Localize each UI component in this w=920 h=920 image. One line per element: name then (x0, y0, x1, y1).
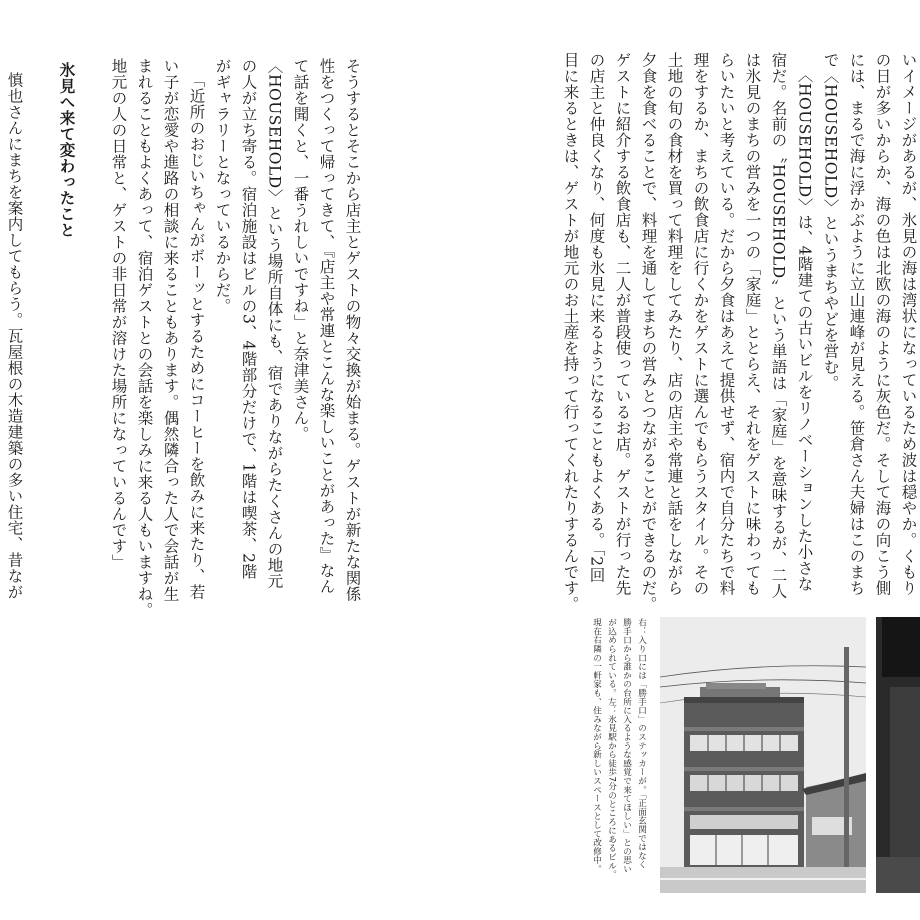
body-text-line: 夕食を食べることで、料理を通してまちの営みとつながることができるのだ。 (639, 52, 658, 612)
body-text-line: は氷見のまちの営みを一つの「家庭」ととらえ、それをゲストに味わっても (743, 52, 762, 596)
body-text-line: 〈HOUSEHOLD〉という場所自体にも、宿でありながらたくさんの地元 (265, 58, 284, 589)
body-text-line: い子が恋愛や進路の相談に来ることもあります。偶然隣合った人で会話が生 (161, 58, 180, 602)
caption-line: 勝手口から誰かの台所に入るような感覚で来てほしい」との思い (621, 618, 632, 874)
body-text-line: の人が立ち寄る。宿泊施設はビルの3、4階部分だけで、1階は喫茶、2階 (239, 58, 258, 580)
body-text-line: 性をつくって帰ってきて、『店主や常連とこんな楽しいことがあった』なん (317, 58, 336, 595)
body-text-line: そうするとそこから店主とゲストの物々交換が始まる。ゲストが新たな関係 (343, 58, 362, 602)
caption-line: が込められている。左：氷見駅から徒歩7分のところにあるビル。 (606, 618, 617, 879)
body-text-line: 宿だ。名前の〝HOUSEHOLD〟という単語は「家庭」を意味するが、二人 (769, 52, 788, 599)
body-text-line: 慎也さんにまちを案内してもらう。瓦屋根の木造建築の多い住宅、昔なが (5, 72, 24, 600)
body-text-line: 地元の人の日常と、ゲストの非日常が溶けた場所になっているんです」 (109, 58, 128, 570)
body-text-line: の日が多いからか、海の色は北欧の海のように灰色だ。そして海の向こう側 (873, 52, 892, 596)
body-text-line: ゲストに紹介する飲食店も、二人が普段使っているお店。ゲストが行った先 (613, 52, 632, 596)
body-text-line: 〈HOUSEHOLD〉は、4階建ての古いビルをリノベーションした小さな (795, 67, 814, 593)
body-text-line: には、まるで海に浮かぶように立山連峰が見える。笹倉さん夫婦はこのまち (847, 52, 866, 596)
body-text-line: 「近所のおじいちゃんがボーッとするためにコーヒーを飲みに来たり、若 (187, 72, 206, 600)
ground (660, 867, 866, 893)
body-text-line: らいたいと考えている。だから夕食はあえて提供せず、宿内で自分たちで料 (717, 52, 736, 596)
body-text-line: の店主と仲良くなり、何度も氷見に来るようになることもよくある。「2回 (587, 52, 606, 583)
storefront (690, 835, 798, 865)
body-text-line: 土地の旬の食材を買って料理をしてみたり、店の店主や常連と話をしながら (665, 52, 684, 596)
body-text-line: まれることもよくあって、宿泊ゲストとの会話を楽しみに来る人もいますね。 (135, 58, 154, 618)
section-heading: 氷見へ来て変わったこと (57, 62, 76, 238)
body-text-line: 理をするか、まちの飲食店に行くかをゲストに選んでもらうスタイル。その (691, 52, 710, 596)
caption-line: 右：入り口には「勝手口」のステッカーが。「正面玄関ではなく (636, 618, 647, 869)
door-sticker-photo (876, 617, 920, 893)
body-text-line: 目に来るときは、ゲストが地元のお土産を持って行ってくれたりするんです。 (561, 52, 580, 612)
body-text-line: いイメージがあるが、氷見の海は湾状になっているため波は穏やか。くもり (899, 52, 918, 596)
body-text-line: がギャラリーとなっているからだ。 (213, 58, 232, 314)
caption-line: 現在右隣の一軒家も、住みながら新しいスペースとして改修中。 (591, 618, 602, 874)
body-text-line: て話を聞くと、一番うれしいですね」と奈津美さん。 (291, 58, 310, 442)
body-text-line: で〈HOUSEHOLD〉というまちやどを営む。 (821, 52, 840, 391)
utility-pole (844, 647, 849, 869)
building-photo (660, 617, 866, 893)
window-row (690, 815, 798, 829)
